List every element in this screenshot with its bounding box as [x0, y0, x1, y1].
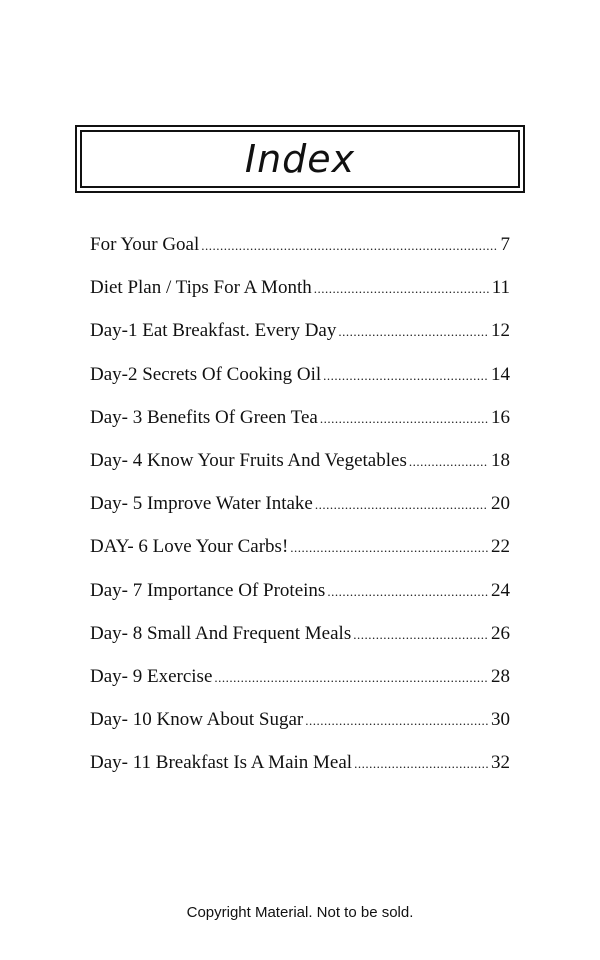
- dot-leader: [314, 272, 489, 306]
- dot-leader: [315, 488, 488, 522]
- toc-entry[interactable]: [90, 574, 510, 617]
- toc-entry[interactable]: [90, 228, 510, 271]
- dot-leader: [290, 531, 488, 565]
- toc-entry[interactable]: [90, 660, 510, 703]
- toc-entry[interactable]: [90, 358, 510, 401]
- toc-entry-page-number: 22: [491, 536, 510, 558]
- toc-entry-label: Day- 4 Know Your Fruits And Vegetables: [90, 449, 407, 471]
- toc-entry[interactable]: [90, 530, 510, 573]
- dot-leader: [353, 618, 488, 652]
- title-frame-inner: [80, 130, 520, 188]
- toc-entry[interactable]: [90, 401, 510, 444]
- toc-entry-page-number: 14: [491, 363, 510, 385]
- toc-entry-page-number: 18: [491, 449, 510, 471]
- toc-entry-label: DAY- 6 Love Your Carbs!: [90, 536, 289, 558]
- dot-leader: [327, 575, 488, 609]
- dot-leader: [214, 661, 488, 695]
- toc-entry-page-number: 11: [491, 277, 510, 299]
- toc-entry-page-number: 7: [500, 234, 510, 255]
- toc-entry-page-number: 12: [491, 320, 510, 342]
- dot-leader: [305, 704, 488, 738]
- copyright-footer: Copyright Material. Not to be sold.: [186, 904, 414, 921]
- toc-entry-page-number: 30: [491, 709, 510, 731]
- toc-entry-label: Day- 5 Improve Water Intake: [90, 493, 313, 515]
- toc-entry-label: Day-1 Eat Breakfast. Every Day: [90, 320, 337, 342]
- toc-entry-label: Day- 7 Importance Of Proteins: [90, 579, 326, 601]
- title-frame: [75, 125, 525, 193]
- toc-entry-page-number: 26: [491, 622, 510, 644]
- toc-entry[interactable]: [90, 271, 510, 314]
- page-title: Index: [244, 137, 356, 181]
- dot-leader: [354, 747, 488, 781]
- toc-entry[interactable]: [90, 746, 510, 789]
- toc-entry[interactable]: [90, 314, 510, 357]
- toc-entry[interactable]: [90, 487, 510, 530]
- dot-leader: [201, 229, 497, 263]
- toc-entry-page-number: 32: [491, 752, 510, 774]
- toc-entry-label: Day- 8 Small And Frequent Meals: [90, 622, 352, 644]
- toc-entry-page-number: 20: [491, 493, 510, 515]
- toc-entry-label: Day- 10 Know About Sugar: [90, 709, 304, 731]
- toc-entry-page-number: 24: [491, 579, 510, 601]
- toc-entry-page-number: 16: [491, 406, 510, 428]
- toc-entry-label: Day- 9 Exercise: [90, 665, 213, 687]
- dot-leader: [409, 445, 488, 479]
- toc-entry-label: For Your Goal: [90, 234, 200, 255]
- dot-leader: [323, 359, 488, 393]
- toc-entry-label: Diet Plan / Tips For A Month: [90, 277, 312, 299]
- toc-entry[interactable]: [90, 617, 510, 660]
- toc-entry-label: Day- 11 Breakfast Is A Main Meal: [90, 752, 353, 774]
- toc-entry-label: Day-2 Secrets Of Cooking Oil: [90, 363, 322, 385]
- toc-entry-label: Day- 3 Benefits Of Green Tea: [90, 406, 318, 428]
- dot-leader: [320, 402, 488, 436]
- dot-leader: [338, 315, 488, 349]
- toc-entry[interactable]: [90, 703, 510, 746]
- toc-entry-page-number: 28: [491, 665, 510, 687]
- table-of-contents: [90, 228, 510, 789]
- toc-entry[interactable]: [90, 444, 510, 487]
